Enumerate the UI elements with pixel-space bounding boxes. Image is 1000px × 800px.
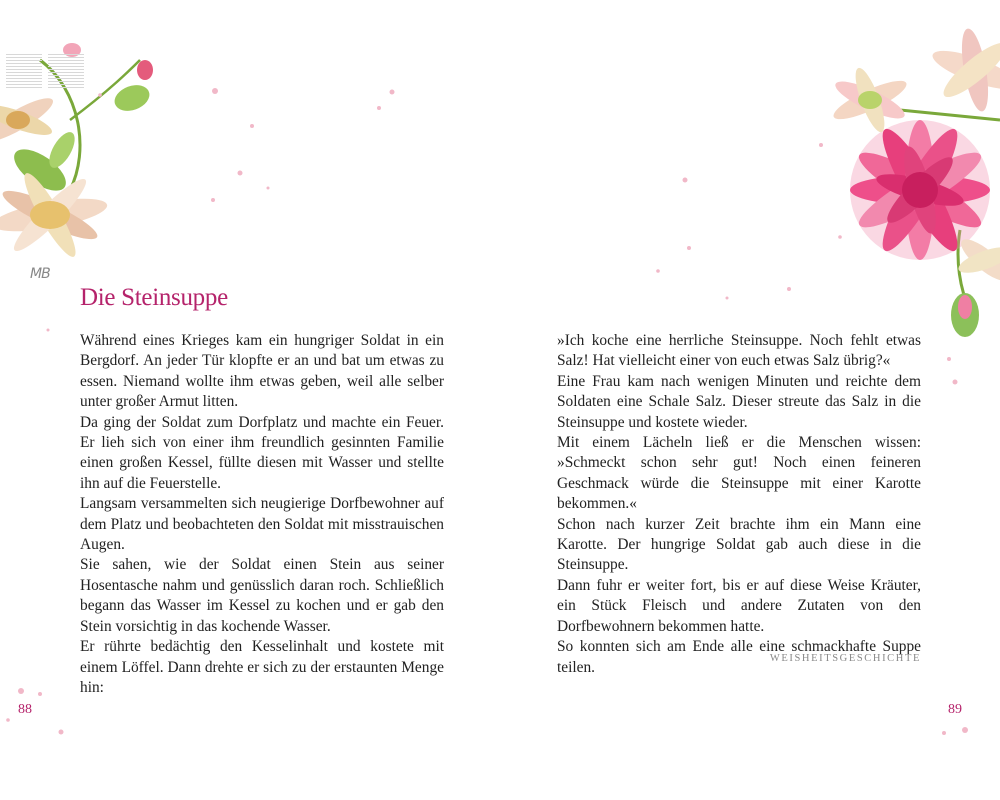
text-thumbnail [6, 54, 86, 92]
paragraph: Langsam versammelten sich neugierige Dorfbewohner auf dem Platz und beobachteten den Soldat mit misstrauischen Augen. [80, 495, 444, 554]
source-label: WEISHEITSGESCHICHTE [769, 653, 921, 664]
paragraph: »Ich koche eine herrliche Steinsuppe. Noch fehlt etwas Salz! Hat vielleicht einer von euch etwas Salz übrig?« [557, 332, 921, 370]
page-title: Die Steinsuppe [80, 284, 228, 311]
paragraph: So konnten sich am Ende alle eine schmackhafte Suppe teilen. [557, 638, 921, 676]
paragraph: Sie sahen, wie der Soldat einen Stein aus seiner Hosentasche nahm und genüsslich daran roch. Schließlich begann das Wasser im Kessel zu kochen und er gab den Stein vorsichtig in das kochende Wasser. [80, 556, 444, 635]
thumbnail-column [6, 54, 42, 92]
thumbnail-column [48, 54, 84, 92]
page-number-left: 88 [18, 702, 32, 717]
right-dahlia-icon [830, 27, 1000, 337]
left-text-column [80, 331, 444, 698]
paragraph: Schon nach kurzer Zeit brachte ihm ein Mann eine Karotte. Der hungrige Soldat gab auch diese in die Steinsuppe. [557, 515, 921, 574]
paragraph: Eine Frau kam nach wenigen Minuten und reichte dem Soldaten eine Schale Salz. Dieser streute das Salz in die Steinsuppe und kostete wieder. [557, 372, 921, 431]
paragraph: Mit einem Lächeln ließ er die Menschen wissen: »Schmeckt schon sehr gut! Noch einen feineren Geschmack würde die Steinsuppe mit einer Karotte bekommen.« [557, 434, 921, 513]
right-text-column [557, 331, 921, 678]
page-number-right: 89 [948, 702, 962, 717]
signature-monogram: MB [30, 266, 50, 282]
paragraph: Da ging der Soldat zum Dorfplatz und machte ein Feuer. Er lieh sich von einer ihm freundlich gesinnten Familie einen großen Kessel, füllte diesen mit Wasser und stellte ihn auf die Feuerstelle. [80, 413, 444, 492]
paragraph: Während eines Krieges kam ein hungriger Soldat in ein Bergdorf. An jeder Tür klopfte er an und bat um etwas zu essen. Niemand wollte ihm etwas geben, weil alle selber unter großer Armut litten. [80, 332, 444, 411]
paragraph: Dann fuhr er weiter fort, bis er auf diese Weise Kräuter, ein Stück Fleisch und andere Zutaten von den Dorfbewohnern bekommen hatte. [557, 576, 921, 635]
paragraph: Er rührte bedächtig den Kesselinhalt und kostete mit einem Löffel. Dann drehte er sich zu der erstaunten Menge hin: [80, 638, 444, 696]
